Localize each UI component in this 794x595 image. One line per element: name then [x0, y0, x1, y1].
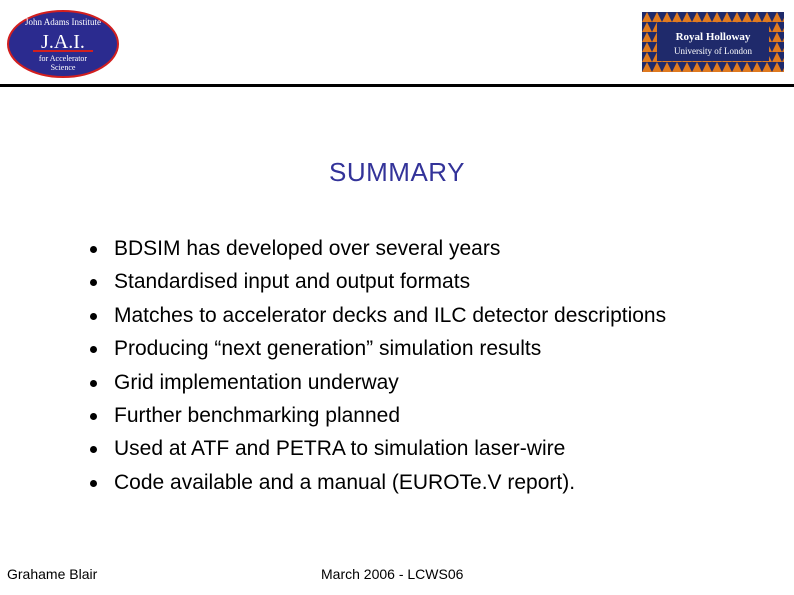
footer-event: March 2006 - LCWS06	[321, 566, 464, 582]
bullet-item	[90, 399, 666, 432]
footer-author: Grahame Blair	[7, 566, 98, 582]
bullet-item	[90, 232, 666, 265]
slide-title: SUMMARY	[329, 157, 465, 187]
bullet-text: Code available and a manual (EUROTe.V report).	[114, 470, 576, 494]
bullet-text: Producing “next generation” simulation results	[114, 337, 542, 361]
header-divider	[0, 84, 794, 87]
jai-logo	[7, 10, 119, 78]
bullet-item	[90, 332, 666, 365]
bullet-text: Matches to accelerator decks and ILC detector descriptions	[114, 303, 667, 327]
bullet-item	[90, 466, 666, 499]
bullet-item	[90, 366, 666, 399]
bullet-item	[90, 432, 666, 465]
bullet-item	[90, 299, 666, 332]
bullet-text: BDSIM has developed over several years	[114, 237, 501, 260]
bullet-dot-icon	[90, 313, 97, 320]
svg-text:Royal Holloway: Royal Holloway	[675, 31, 751, 43]
royal-holloway-logo	[642, 12, 784, 72]
svg-text:John Adams Institute: John Adams Institute	[25, 17, 101, 27]
bullet-dot-icon	[90, 413, 97, 420]
bullet-text: Standardised input and output formats	[114, 270, 471, 294]
bullet-dot-icon	[90, 480, 97, 487]
bullet-dot-icon	[90, 279, 97, 286]
bullet-dot-icon	[90, 346, 97, 353]
bullet-text: Used at ATF and PETRA to simulation laser-wire	[114, 437, 566, 461]
bullet-list	[90, 232, 666, 499]
bullet-dot-icon	[90, 380, 97, 387]
svg-text:Science: Science	[50, 63, 76, 72]
bullet-dot-icon	[90, 446, 97, 453]
bullet-dot-icon	[90, 246, 97, 253]
bullet-item	[90, 265, 666, 298]
svg-text:University of London: University of London	[674, 46, 752, 56]
bullet-text: Further benchmarking planned	[114, 404, 401, 428]
svg-text:J.A.I.: J.A.I.	[41, 31, 85, 53]
svg-text:for Accelerator: for Accelerator	[38, 54, 88, 63]
bullet-text: Grid implementation underway	[114, 370, 399, 394]
